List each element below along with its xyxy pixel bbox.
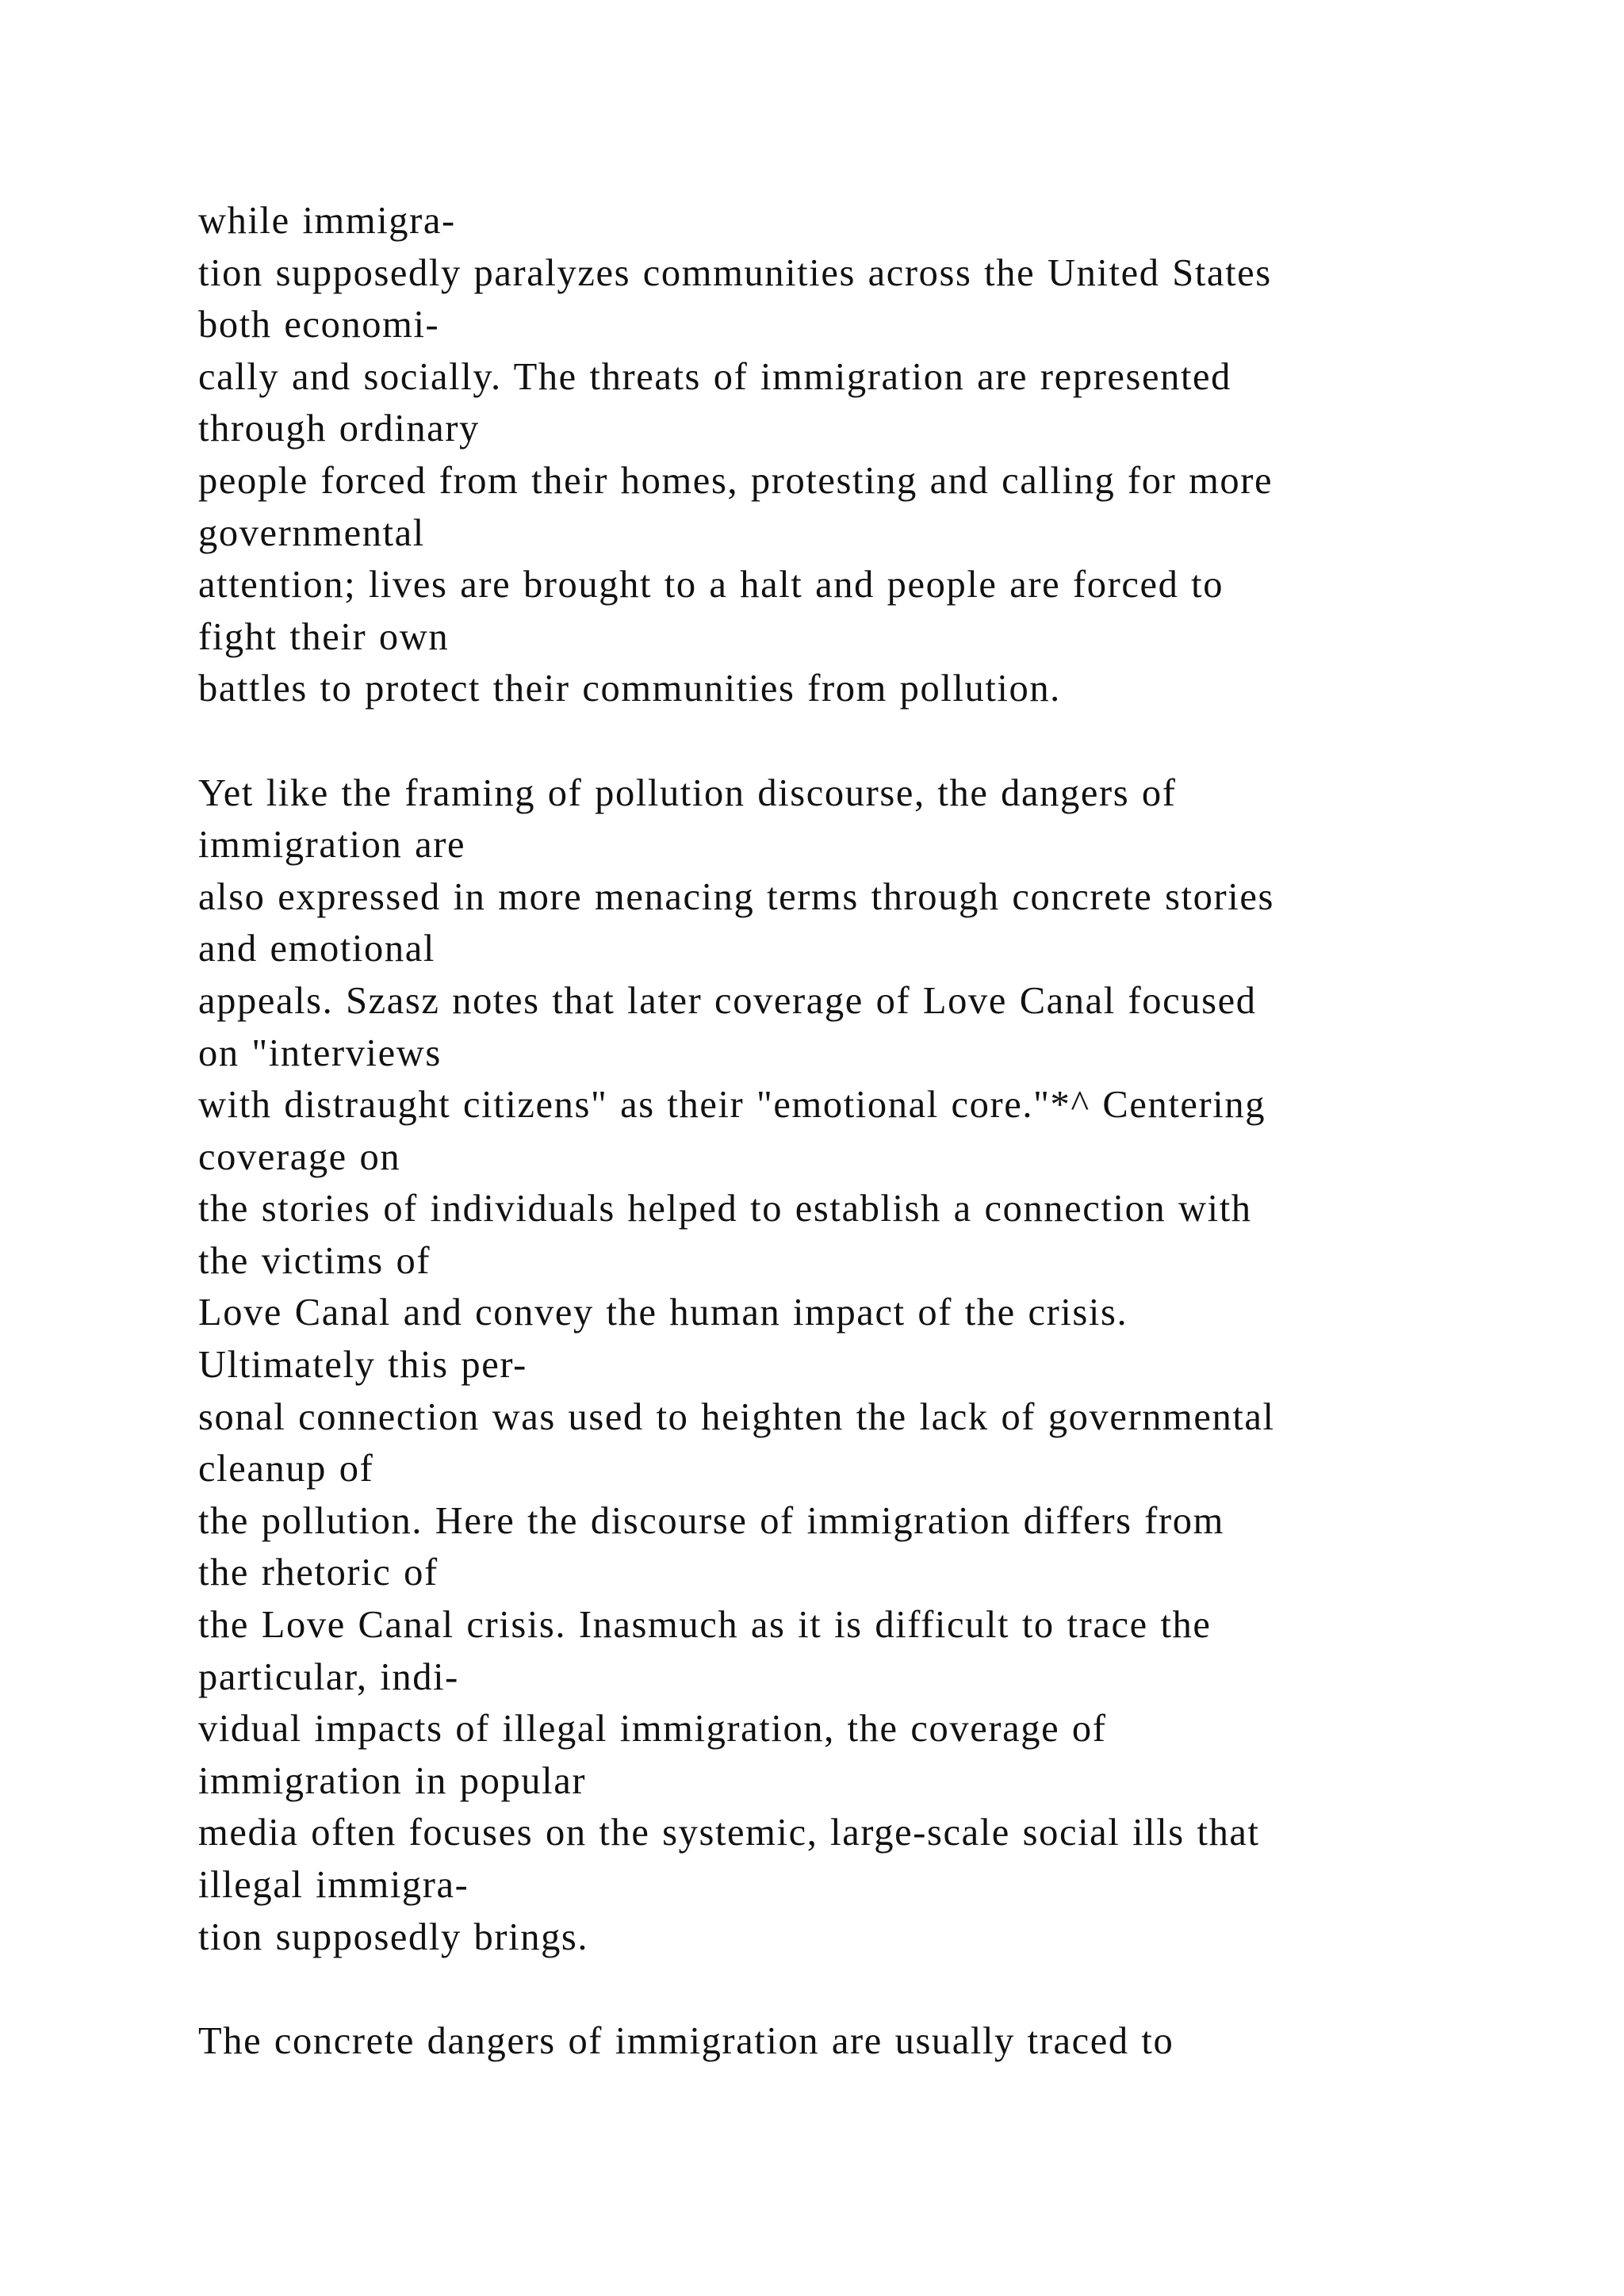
text-line: immigration are bbox=[198, 824, 466, 867]
text-line: vidual impacts of illegal immigration, the coverage of bbox=[198, 1708, 1107, 1751]
paragraph-break bbox=[198, 715, 1546, 767]
text-line: Yet like the framing of pollution discourse, the dangers of bbox=[198, 771, 1177, 814]
text-line: tion supposedly brings. bbox=[198, 1915, 589, 1958]
text-line: also expressed in more menacing terms through concrete stories bbox=[198, 875, 1274, 918]
text-line: through ordinary bbox=[198, 408, 480, 450]
text-line: cally and socially. The threats of immigration are represented bbox=[198, 355, 1231, 398]
text-line: particular, indi- bbox=[198, 1655, 459, 1698]
text-line: illegal immigra- bbox=[198, 1864, 469, 1906]
text-line: and emotional bbox=[198, 928, 435, 970]
text-line: media often focuses on the systemic, large-scale social ills that bbox=[198, 1812, 1260, 1854]
body-text bbox=[198, 195, 1546, 2067]
text-line: Love Canal and convey the human impact of the crisis. bbox=[198, 1292, 1128, 1334]
text-line: Ultimately this per- bbox=[198, 1344, 527, 1387]
text-line: fight their own bbox=[198, 615, 450, 658]
text-line: attention; lives are brought to a halt and people are forced to bbox=[198, 564, 1224, 607]
text-line: people forced from their homes, protesting and calling for more bbox=[198, 459, 1274, 502]
text-line: on "interviews bbox=[198, 1031, 442, 1074]
text-line: with distraught citizens" as their "emotional core."*^ Centering bbox=[198, 1084, 1266, 1127]
text-line: coverage on bbox=[198, 1135, 401, 1178]
text-line: cleanup of bbox=[198, 1448, 374, 1490]
text-line: battles to protect their communities from pollution. bbox=[198, 668, 1061, 710]
text-line: The concrete dangers of immigration are usually traced to bbox=[198, 2019, 1174, 2062]
text-line: the Love Canal crisis. Inasmuch as it is difficult to trace the bbox=[198, 1604, 1212, 1647]
text-line: while immigra- bbox=[198, 200, 456, 242]
text-line: immigration in popular bbox=[198, 1759, 587, 1802]
text-line: governmental bbox=[198, 511, 425, 554]
text-line: sonal connection was used to heighten the lack of governmental bbox=[198, 1395, 1275, 1438]
text-line: both economi- bbox=[198, 304, 440, 346]
text-line: the victims of bbox=[198, 1239, 431, 1282]
text-line: the rhetoric of bbox=[198, 1552, 439, 1594]
paragraph-break bbox=[198, 1963, 1546, 2015]
text-line: appeals. Szasz notes that later coverage of Love Canal focused bbox=[198, 979, 1257, 1022]
text-line: tion supposedly paralyzes communities across the United States bbox=[198, 251, 1272, 294]
text-line: the stories of individuals helped to establish a connection with bbox=[198, 1188, 1252, 1230]
text-line: the pollution. Here the discourse of immigration differs from bbox=[198, 1499, 1224, 1542]
